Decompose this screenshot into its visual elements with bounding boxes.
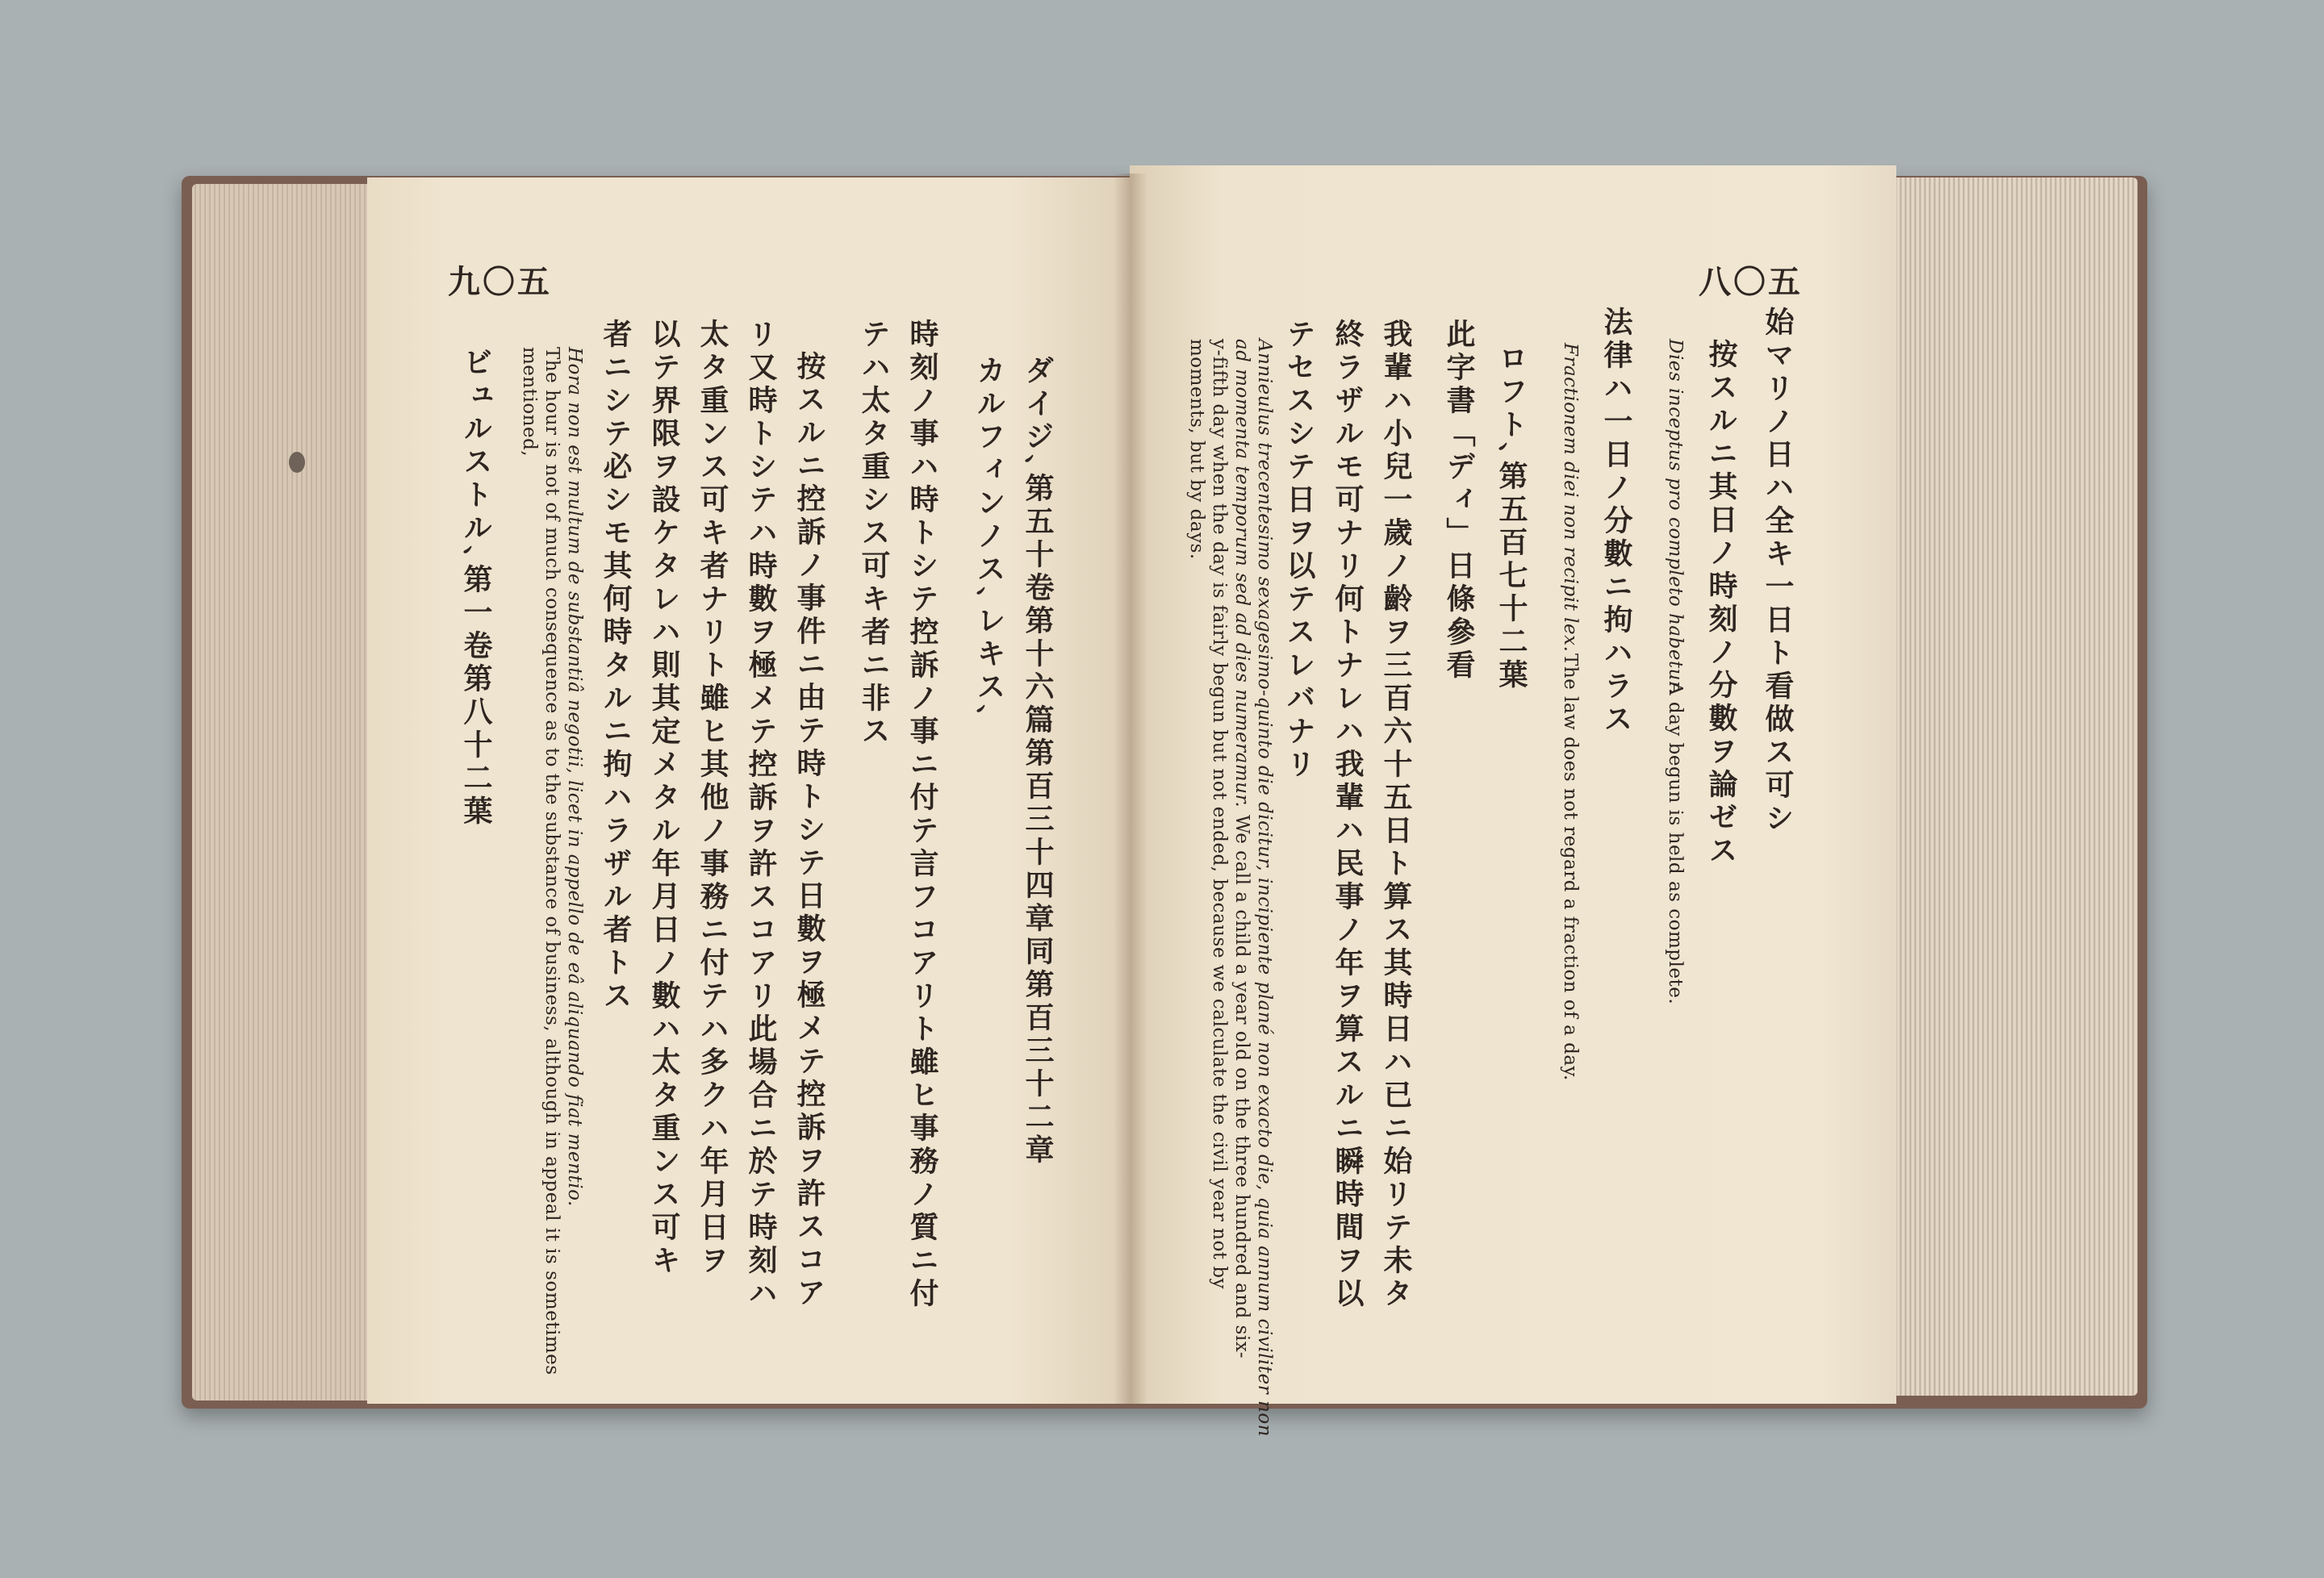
latin-maxim: Dies inceptus pro completo habetur. xyxy=(1665,339,1686,695)
heading-column: 法律ハ一日ノ分數ニ拘ハラス xyxy=(1599,307,1633,737)
text-column: 時刻ノ事ハ時トシテ控訴ノ事ニ付テ言フコアリト雖ヒ事務ノ質ニ付 xyxy=(905,319,939,1311)
english-translation: moments, but by days. xyxy=(1186,339,1207,560)
english-translation: mentioned, xyxy=(519,347,540,457)
citation: ロフト､第五百七十二葉 xyxy=(1494,343,1528,692)
text-column: テハ太タ重シス可キ者ニ非ス xyxy=(857,319,891,749)
text-column: テセスシテ日ヲ以テスレバナリ xyxy=(1282,319,1316,782)
text-column: 太タ重ンス可キ者ナリト雖ヒ其他ノ事務ニ付テハ多クハ年月日ヲ xyxy=(696,319,729,1278)
text-column: リ又時トシテハ時數ヲ極メテ控訴ヲ許スコアリ此場合ニ於テ時刻ハ xyxy=(744,319,778,1311)
english-translation: A day begun is held as complete. xyxy=(1665,682,1686,1005)
english-translation: The law does not regard a fraction of a day. xyxy=(1560,653,1581,1081)
english-translation: y-fifth day when the day is fairly begun but not ended, because we calculate the civil year not by xyxy=(1209,339,1230,1290)
text-column: 以テ界限ヲ設ケタレハ則其定メタル年月日ノ數ハ太タ重ンス可キ xyxy=(647,319,681,1278)
text-column: 按スルニ其日ノ時刻ノ分數ヲ論ゼス xyxy=(1704,339,1738,868)
latin-maxim: Fractionem diei non recipit lex. xyxy=(1560,343,1581,653)
text-column: 我輩ハ小兒一歲ノ齡ヲ三百六十五日ト算ス其時日ハ已ニ始リテ未タ xyxy=(1379,319,1413,1311)
left-page-number: 九〇五 xyxy=(448,263,552,301)
page-hole xyxy=(289,452,305,473)
text-column: 此字書「ディ」日條參看 xyxy=(1442,319,1476,683)
heading-column: 始マリノ日ハ全キ一日ト看做ス可シ xyxy=(1761,307,1795,836)
book-gutter xyxy=(1114,173,1147,1404)
citation: ビュルストル､第一卷第八十二葉 xyxy=(459,347,493,829)
text-column: ダイジ､第五十卷第十六篇第百三十四章同第百三十二章 xyxy=(1021,355,1055,1167)
right-page-number: 八〇五 xyxy=(1699,263,1803,301)
english-translation: The hour is not of much consequence as to the substance of business, although in appeal it is sometimes xyxy=(541,347,562,1376)
page-edges-right xyxy=(1892,177,2138,1396)
text-column: 按スルニ控訴ノ事件ニ由テ時トシテ日數ヲ極メテ控訴ヲ許スコア xyxy=(792,351,826,1310)
text-column: 者ニシテ必シモ其何時タルニ拘ハラザル者トス xyxy=(599,319,633,1013)
latin-maxim: Annieulus trecentesimo sexagesimo-quinto die dicitur, incipiente plané non exacto die, quia annum civiliter non xyxy=(1254,339,1275,1437)
page-edges-left xyxy=(192,184,368,1401)
latin-maxim: ad momenta temporum sed ad dies numeramur. xyxy=(1231,339,1252,808)
text-column: 終ラザルモ可ナリ何トナレハ我輩ハ民事ノ年ヲ算スルニ瞬時間ヲ以 xyxy=(1331,319,1365,1311)
latin-maxim: Hora non est multum de substantiâ negotii, licet in appello de eâ aliquando fiat mentio. xyxy=(564,347,585,1207)
text-column: カルフィンノス､レキス､ xyxy=(972,355,1006,723)
english-translation: We call a child a year old on the three hundred and six- xyxy=(1231,815,1252,1359)
